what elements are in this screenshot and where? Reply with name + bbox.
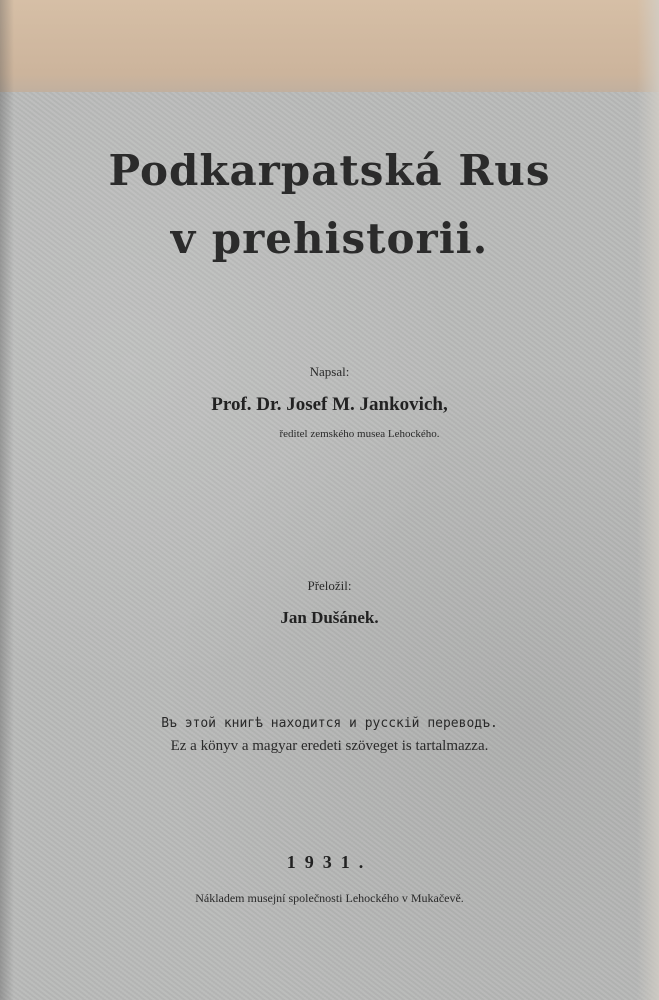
publication-year: 1931. (286, 852, 373, 872)
title-line-2: v prehistorii. (170, 214, 489, 263)
translator-intro: Přeložil: (307, 578, 352, 593)
faded-top-band (0, 0, 659, 92)
title-line-1: Podkarpatská Rus (108, 146, 551, 195)
hungarian-note: Ez a könyv a magyar eredeti szöveget is tartalmazza. (170, 738, 489, 754)
author-intro: Napsal: (309, 364, 350, 379)
russian-note: Въ этой книгѣ находится и русскій переводъ. (161, 716, 498, 731)
author-role: ředitel zemského musea Lehockého. (279, 428, 440, 440)
translator-name: Jan Dušánek. (280, 608, 379, 627)
publisher-line: Nákladem musejní společnosti Lehockého v Mukačevě. (195, 891, 464, 905)
author-name: Prof. Dr. Josef M. Jankovich, (211, 394, 448, 415)
